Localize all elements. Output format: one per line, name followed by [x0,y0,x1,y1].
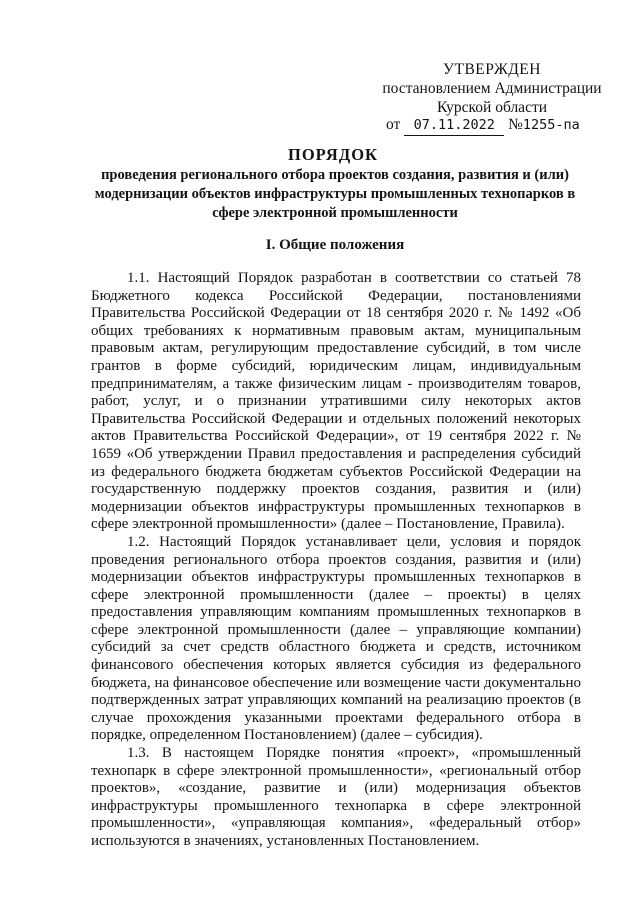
document-title: ПОРЯДОК [288,145,378,164]
approval-ot: от [386,116,401,133]
approval-no-prefix: № [508,116,523,133]
section-heading: I. Общие положения [265,237,405,253]
approval-title: УТВЕРЖДЕН [443,61,541,78]
document-body [91,270,581,851]
approval-date: 07.11.2022 [404,116,504,136]
approval-line-2: Курской области [436,99,548,116]
document-subtitle: проведения регионального отбора проектов создания, развития и (или) модернизации объектов инфраструктуры промышленных технопарков в сфере электронной промышленности [94,167,576,221]
approval-date-number [386,115,626,136]
paragraph-1-1: 1.1. Настоящий Порядок разработан в соответствии со статьей 78 Бюджетного кодекса Российской Федерации, постановлениями Правительства Российской Федерации от 18 сентября 2020 г. № 1492 «Об общих требованиях к нормативным правовым актам, муниципальным правовым актам, регулирующим предоставление субсидий, в том числе грантов в форме субсидий, юридическим лицам, индивидуальным предпринимателям, а также физическим лицам - производителям товаров, работ, услуг, и о признании утратившими силу некоторых актов Правительства Российской Федерации и отдельных положений некоторых актов Правительства Российской Федерации», от 19 сентября 2022 г. № 1659 «Об утверждении Правил предоставления и распределения субсидий из федерального бюджета бюджетам субъектов Российской Федерации на государственную поддержку проектов создания, развития и (или) модернизации объектов инфраструктуры промышленных технопарков в сфере электронной промышленности» (далее – Постановление, Правила). [91,270,581,533]
paragraph-1-3: 1.3. В настоящем Порядке понятия «проект», «промышленный технопарк в сфере электронной промышленности», «региональный отбор проектов», «создание, развитие и (или) модернизация объектов инфраструктуры промышленного технопарка в сфере электронной промышленности», «управляющая компания», «федеральный отбор» используются в значениях, установленных Постановлением. [91,745,581,849]
approval-number: 1255-па [522,117,580,133]
approval-block [372,60,612,117]
paragraph-1-2: 1.2. Настоящий Порядок устанавливает цели, условия и порядок проведения регионального отбора проектов создания, развития и (или) модернизации объектов инфраструктуры промышленных технопарков в сфере электронной промышленности (далее – проекты) в целях предоставления управляющим компаниям промышленных технопарков в сфере электронной промышленности (далее – управляющие компании) субсидий за счет средств областного бюджета и средств, источником финансового обеспечения которых является субсидия из федерального бюджета, на финансовое обеспечение или возмещение части документально подтвержденных затрат управляющих компаний на реализацию проектов (в случае прохождения указанными проектами федерального отбора в порядке, определенном Постановлением) (далее – субсидия). [91,533,581,744]
approval-line-1: постановлением Администрации [382,80,602,97]
